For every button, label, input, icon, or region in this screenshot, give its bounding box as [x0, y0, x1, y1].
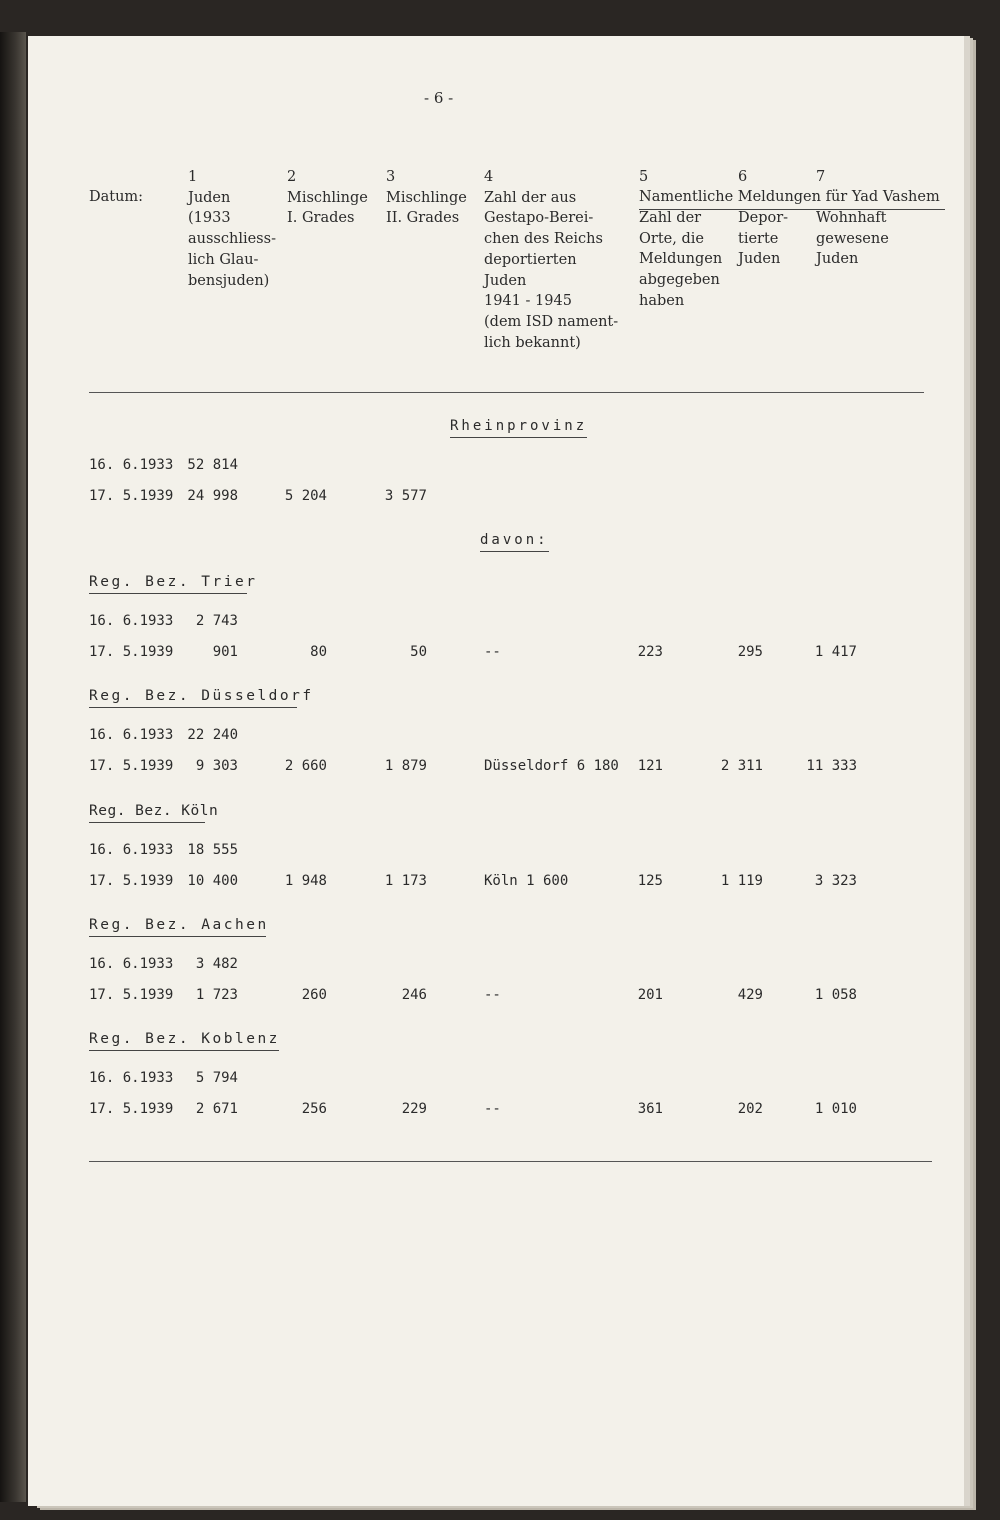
- col6-header-line: tierte: [738, 230, 779, 247]
- col4-header-line: Gestapo-Berei-: [484, 210, 594, 227]
- header-col5-number: 5: [639, 169, 649, 185]
- book-binding: [0, 32, 26, 1502]
- orte-cell: 201: [637, 987, 663, 1003]
- wohnhaft-cell: 11 333: [806, 758, 857, 774]
- juden-cell: 1 723: [195, 987, 238, 1003]
- region-title: Reg. Bez. Aachen: [89, 915, 266, 937]
- header-col5: [639, 208, 722, 312]
- date-cell: 16. 6.1933: [89, 727, 174, 743]
- col3-number: 3: [386, 169, 396, 185]
- col6-header-line: Depor-: [738, 210, 789, 226]
- col1-header-line: Juden: [188, 189, 231, 206]
- date-cell: 17. 5.1939: [89, 987, 174, 1003]
- col4-header-line: Zahl der aus: [484, 189, 577, 206]
- header-col6-number: 6: [738, 169, 748, 185]
- date-cell: 17. 5.1939: [89, 873, 174, 889]
- region-title: Reg. Bez. Trier: [89, 572, 247, 594]
- col3-header-line: II. Grades: [386, 210, 460, 227]
- header-col7-number: 7: [816, 169, 826, 185]
- deportierte-cell: 429: [737, 987, 763, 1003]
- mischlinge1-cell: 256: [301, 1101, 327, 1117]
- region-title: Reg. Bez. Düsseldorf: [89, 686, 297, 708]
- deportierte-cell: 1 119: [720, 873, 763, 889]
- deportiert-gestapo-cell: --: [484, 644, 501, 660]
- col2-header-line: Mischlinge: [287, 189, 368, 206]
- deportierte-cell: 295: [737, 644, 763, 660]
- date-cell: 16. 6.1933: [89, 457, 174, 473]
- deportierte-cell: 202: [737, 1101, 763, 1117]
- mischlinge2-cell: 1 173: [384, 873, 427, 889]
- yad-vashem-group-title: Namentliche Meldungen für Yad Vashem: [639, 187, 945, 210]
- mischlinge1-cell: 2 660: [284, 758, 327, 774]
- col1-number: 1: [188, 169, 198, 185]
- col7-header-line: Juden: [816, 251, 859, 268]
- col7-header-line: gewesene: [816, 230, 889, 247]
- juden-cell: 18 555: [187, 842, 238, 858]
- col1-header-line: (1933: [188, 210, 231, 227]
- header-col2: [287, 167, 368, 229]
- wohnhaft-cell: 1 417: [814, 644, 857, 660]
- date-cell: 16. 6.1933: [89, 842, 174, 858]
- col1-header-line: ausschliess-: [188, 231, 276, 248]
- col4-header-line: Juden: [484, 272, 527, 289]
- col2-number: 2: [287, 169, 297, 185]
- juden-cell: 2 743: [195, 613, 238, 629]
- orte-cell: 361: [637, 1101, 663, 1117]
- juden-cell: 10 400: [187, 873, 238, 889]
- date-cell: 17. 5.1939: [89, 758, 174, 774]
- deportiert-gestapo-cell: --: [484, 1101, 501, 1117]
- deportiert-gestapo-cell: Köln 1 600: [484, 873, 569, 889]
- mischlinge1-cell: 5 204: [284, 488, 327, 504]
- date-cell: 17. 5.1939: [89, 488, 174, 504]
- date-cell: 17. 5.1939: [89, 1101, 174, 1117]
- deportiert-gestapo-cell: --: [484, 987, 501, 1003]
- mischlinge1-cell: 80: [310, 644, 327, 660]
- date-cell: 16. 6.1933: [89, 956, 174, 972]
- juden-cell: 901: [212, 644, 238, 660]
- header-col7: [816, 208, 889, 270]
- mischlinge1-cell: 1 948: [284, 873, 327, 889]
- date-cell: 17. 5.1939: [89, 644, 174, 660]
- col5-header-line: Meldungen: [639, 251, 723, 268]
- orte-cell: 223: [637, 644, 663, 660]
- wohnhaft-cell: 1 058: [814, 987, 857, 1003]
- juden-cell: 3 482: [195, 956, 238, 972]
- juden-cell: 22 240: [187, 727, 238, 743]
- mischlinge2-cell: 50: [410, 644, 427, 660]
- bottom-divider: [89, 1161, 932, 1162]
- orte-cell: 125: [637, 873, 663, 889]
- page-number: - 6 -: [424, 89, 454, 107]
- date-cell: 16. 6.1933: [89, 1070, 174, 1086]
- col4-header-line: deportierten: [484, 251, 577, 268]
- col4-header-line: (dem ISD nament-: [484, 313, 619, 330]
- col6-header-line: Juden: [738, 251, 781, 268]
- juden-cell: 9 303: [195, 758, 238, 774]
- mischlinge1-cell: 260: [301, 987, 327, 1003]
- province-title: Rheinprovinz: [450, 416, 587, 438]
- col3-header-line: Mischlinge: [386, 189, 467, 206]
- juden-cell: 5 794: [195, 1070, 238, 1086]
- mischlinge2-cell: 3 577: [384, 488, 427, 504]
- header-col6: [738, 208, 788, 270]
- juden-cell: 52 814: [187, 457, 238, 473]
- wohnhaft-cell: 1 010: [814, 1101, 857, 1117]
- col4-header-line: chen des Reichs: [484, 231, 603, 248]
- col1-header-line: lich Glau-: [188, 251, 259, 268]
- col4-header-line: lich bekannt): [484, 334, 581, 351]
- col5-header-line: haben: [639, 292, 685, 309]
- mischlinge2-cell: 246: [401, 987, 427, 1003]
- col7-header-line: Wohnhaft: [816, 210, 887, 226]
- wohnhaft-cell: 3 323: [814, 873, 857, 889]
- col2-header-line: I. Grades: [287, 210, 355, 227]
- col5-header-line: Orte, die: [639, 230, 704, 247]
- header-divider: [89, 392, 924, 393]
- deportiert-gestapo-cell: Düsseldorf 6 180: [484, 758, 619, 774]
- mischlinge2-cell: 1 879: [384, 758, 427, 774]
- header-col4: [484, 167, 618, 353]
- col5-header-line: Zahl der: [639, 210, 702, 226]
- mischlinge2-cell: 229: [401, 1101, 427, 1117]
- juden-cell: 2 671: [195, 1101, 238, 1117]
- davon-label: davon:: [480, 530, 549, 552]
- orte-cell: 121: [637, 758, 663, 774]
- col4-number: 4: [484, 169, 494, 185]
- col4-header-line: 1941 - 1945: [484, 293, 572, 310]
- header-col3: [386, 167, 467, 229]
- region-title: Reg. Bez. Koblenz: [89, 1029, 279, 1051]
- header-col1: [188, 167, 276, 291]
- region-title: Reg. Bez. Köln: [89, 801, 205, 823]
- juden-cell: 24 998: [187, 488, 238, 504]
- date-cell: 16. 6.1933: [89, 613, 174, 629]
- datum-label: Datum:: [89, 189, 144, 205]
- col1-header-line: bensjuden): [188, 272, 270, 289]
- col5-header-line: abgegeben: [639, 272, 720, 289]
- deportierte-cell: 2 311: [720, 758, 763, 774]
